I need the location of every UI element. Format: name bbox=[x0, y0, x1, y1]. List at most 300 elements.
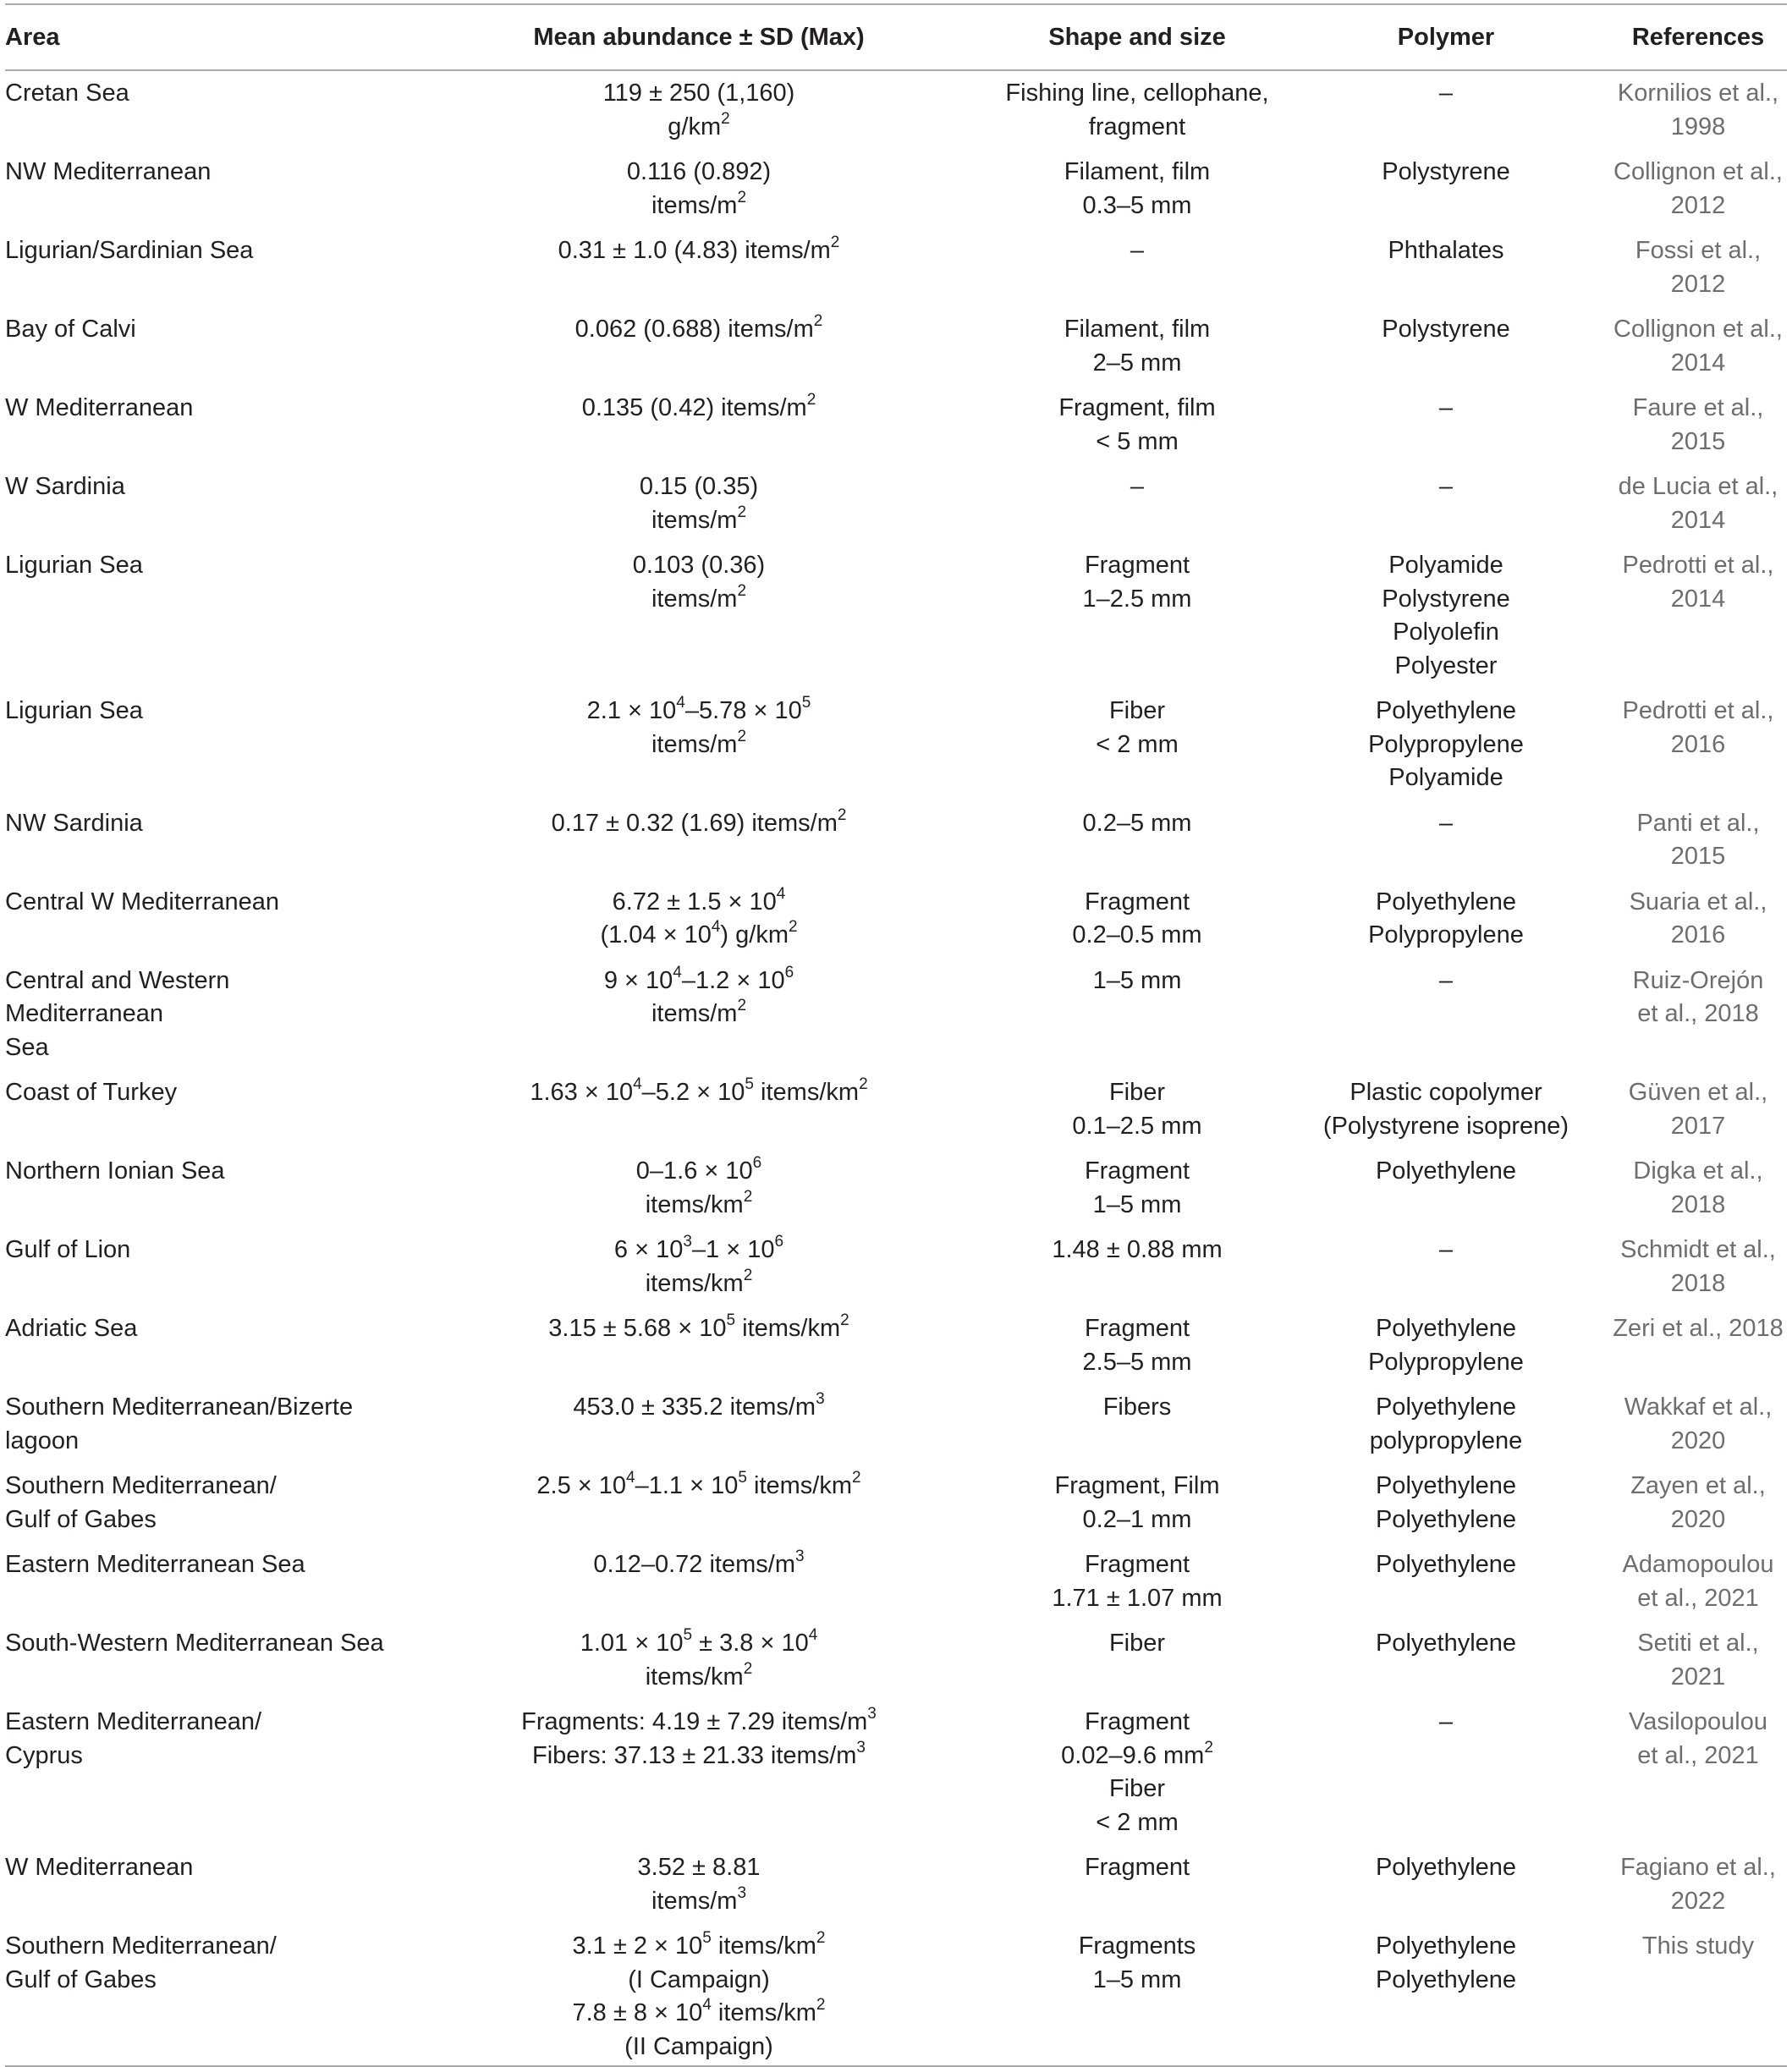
cell-reference bbox=[1609, 1700, 1787, 1845]
cell-polymer bbox=[1283, 307, 1609, 386]
cell-polymer-line: Polyethylene bbox=[1375, 1551, 1517, 1578]
cell-area-line: NW Mediterranean bbox=[5, 158, 212, 185]
cell-polymer-line: polypropylene bbox=[1369, 1427, 1523, 1454]
cell-mean-abundance bbox=[406, 70, 992, 150]
cell-reference-line: Suaria et al., bbox=[1629, 888, 1767, 915]
cell-shape-size bbox=[992, 959, 1283, 1071]
cell-area-line: W Mediterranean bbox=[5, 394, 194, 421]
cell-area bbox=[5, 1924, 406, 2066]
header-row bbox=[5, 4, 1787, 70]
cell-shape-size-line: Fiber bbox=[1108, 1079, 1166, 1106]
cell-mean-abundance-line: items/$m^2$ bbox=[651, 188, 747, 219]
table-row bbox=[5, 959, 1787, 1071]
cell-area bbox=[5, 1070, 406, 1149]
cell-polymer-line: Polyethylene bbox=[1375, 1965, 1517, 1993]
table-row bbox=[5, 1924, 1787, 2066]
cell-shape-size-line: 1–2.5 mm bbox=[1082, 585, 1192, 613]
cell-mean-abundance-line: 0.17 ± 0.32 (1.69) items/$m^2$ bbox=[551, 805, 847, 837]
cell-area-line: Ligurian/Sardinian Sea bbox=[5, 237, 254, 264]
cell-area bbox=[5, 1306, 406, 1385]
cell-mean-abundance-line: 453.0 ± 335.2 items/$m^3$ bbox=[573, 1390, 825, 1421]
cell-polymer-line: Polystyrene bbox=[1382, 158, 1510, 185]
cell-reference bbox=[1609, 543, 1787, 689]
cell-shape-size bbox=[992, 1700, 1283, 1845]
cell-reference-line: 2014 bbox=[1670, 585, 1726, 613]
table-row bbox=[5, 801, 1787, 880]
header-polymer: Polymer bbox=[1283, 4, 1609, 70]
cell-mean-abundance-line: Fragments: 4.19 ± 7.29 items/$m^3$ bbox=[521, 1705, 877, 1735]
cell-reference-line: 2018 bbox=[1670, 1190, 1726, 1218]
cell-mean-abundance bbox=[406, 228, 992, 307]
cell-shape-size-line: 1.48 ± 0.88 mm bbox=[1052, 1236, 1223, 1263]
cell-mean-abundance bbox=[406, 150, 992, 228]
cell-reference-line: Panti et al., bbox=[1636, 809, 1760, 837]
cell-shape-size bbox=[992, 1845, 1283, 1924]
cell-area-line: South-Western Mediterranean Sea bbox=[5, 1630, 384, 1657]
cell-reference bbox=[1609, 228, 1787, 307]
cell-area-line: Cyprus bbox=[5, 1741, 83, 1769]
cell-shape-size bbox=[992, 150, 1283, 228]
cell-shape-size-line: < 2 mm bbox=[1096, 1808, 1179, 1836]
cell-mean-abundance bbox=[406, 543, 992, 689]
cell-reference-line: 2012 bbox=[1670, 270, 1726, 298]
cell-polymer-line: Polypropylene bbox=[1368, 730, 1524, 758]
cell-area bbox=[5, 1845, 406, 1924]
cell-reference-line: 2021 bbox=[1670, 1663, 1726, 1690]
cell-shape-size-line: 0.02–9.6 $mm^2$ bbox=[1061, 1738, 1213, 1769]
cell-mean-abundance bbox=[406, 880, 992, 959]
cell-shape-size-line: Fragment bbox=[1084, 552, 1190, 579]
cell-mean-abundance-line: items/$km^2$ bbox=[645, 1266, 753, 1297]
cell-area-line: Ligurian Sea bbox=[5, 697, 143, 724]
cell-polymer bbox=[1283, 1621, 1609, 1700]
table-row bbox=[5, 1385, 1787, 1464]
cell-polymer-line: Polyethylene bbox=[1375, 888, 1517, 915]
cell-shape-size bbox=[992, 543, 1283, 689]
cell-reference-line: Schmidt et al., bbox=[1620, 1236, 1776, 1263]
table-row bbox=[5, 1070, 1787, 1149]
cell-shape-size bbox=[992, 465, 1283, 543]
cell-shape-size-line: Fragment, film bbox=[1058, 394, 1216, 421]
cell-polymer bbox=[1283, 386, 1609, 465]
cell-shape-size-line: 1–5 mm bbox=[1092, 966, 1182, 994]
cell-reference-line: Kornilios et al., bbox=[1617, 80, 1779, 107]
cell-area bbox=[5, 228, 406, 307]
cell-shape-size-line: Fragment bbox=[1084, 1157, 1190, 1185]
table-row bbox=[5, 150, 1787, 228]
cell-polymer bbox=[1283, 1542, 1609, 1621]
cell-polymer bbox=[1283, 543, 1609, 689]
cell-shape-size-line: 2.5–5 mm bbox=[1082, 1348, 1192, 1376]
cell-mean-abundance-line: $2.5 \times 10^4-1.1 \times 10^5$ items/$km^2$ bbox=[536, 1469, 861, 1499]
cell-mean-abundance bbox=[406, 1464, 992, 1542]
cell-polymer-line: Polyethylene bbox=[1375, 1394, 1517, 1421]
cell-shape-size-line: Fishing line, cellophane, bbox=[1005, 80, 1269, 107]
cell-mean-abundance bbox=[406, 465, 992, 543]
cell-shape-size-line: Fragment bbox=[1084, 1854, 1190, 1881]
cell-mean-abundance-line: $1.63 \times 10^4-5.2 \times 10^5$ items/$km^2$ bbox=[530, 1075, 868, 1106]
microplastics-comparison-table bbox=[5, 3, 1787, 2067]
cell-area bbox=[5, 801, 406, 880]
cell-area-line: Central and Western Mediterranean bbox=[5, 966, 230, 1027]
cell-area bbox=[5, 386, 406, 465]
cell-reference bbox=[1609, 1845, 1787, 1924]
header-references: References bbox=[1609, 4, 1787, 70]
cell-shape-size-line: 1.71 ± 1.07 mm bbox=[1052, 1584, 1223, 1612]
cell-polymer bbox=[1283, 1924, 1609, 2066]
cell-reference-line: 1998 bbox=[1670, 113, 1726, 140]
cell-polymer bbox=[1283, 150, 1609, 228]
cell-mean-abundance-line: $1.01 \times 10^5 \pm 3.8 \times 10^4$ bbox=[580, 1626, 818, 1657]
cell-area-line: NW Sardinia bbox=[5, 809, 143, 837]
cell-mean-abundance bbox=[406, 386, 992, 465]
cell-polymer-line: Polyethylene bbox=[1375, 1505, 1517, 1533]
cell-mean-abundance-line: 0.062 (0.688) items/$m^2$ bbox=[574, 312, 823, 343]
cell-polymer bbox=[1283, 1306, 1609, 1385]
cell-reference bbox=[1609, 689, 1787, 801]
cell-reference-line: 2014 bbox=[1670, 506, 1726, 534]
cell-shape-size-line: Filament, film bbox=[1064, 316, 1211, 343]
cell-reference-line: Vasilopoulou bbox=[1629, 1708, 1767, 1735]
cell-mean-abundance bbox=[406, 1306, 992, 1385]
cell-reference bbox=[1609, 1228, 1787, 1306]
cell-polymer bbox=[1283, 1149, 1609, 1228]
cell-polymer bbox=[1283, 1070, 1609, 1149]
cell-polymer-line: Polypropylene bbox=[1368, 921, 1524, 948]
cell-reference bbox=[1609, 959, 1787, 1071]
cell-reference-line: Digka et al., bbox=[1633, 1157, 1763, 1185]
table-row bbox=[5, 689, 1787, 801]
cell-reference-line: et al., 2021 bbox=[1637, 1741, 1759, 1769]
cell-shape-size bbox=[992, 1464, 1283, 1542]
cell-polymer-line: Polyester bbox=[1394, 651, 1498, 679]
cell-polymer bbox=[1283, 1464, 1609, 1542]
header-mean-abundance: Mean abundance ± SD (Max) bbox=[406, 4, 992, 70]
cell-area bbox=[5, 307, 406, 386]
cell-reference-line: Setiti et al., bbox=[1637, 1630, 1759, 1657]
cell-area bbox=[5, 150, 406, 228]
cell-mean-abundance-line: 0.103 (0.36) bbox=[632, 552, 766, 579]
cell-shape-size-line: 1–5 mm bbox=[1092, 1965, 1182, 1993]
cell-shape-size bbox=[992, 880, 1283, 959]
cell-mean-abundance-line: $2.1 \times 10^4-5.78 \times 10^5$ bbox=[586, 694, 811, 724]
cell-mean-abundance-line: (II Campaign) bbox=[624, 2032, 773, 2060]
cell-shape-size bbox=[992, 1228, 1283, 1306]
cell-mean-abundance-line: (I Campaign) bbox=[628, 1965, 770, 1993]
cell-area-line: W Sardinia bbox=[5, 473, 125, 500]
cell-reference bbox=[1609, 1385, 1787, 1464]
cell-shape-size-line: Fragment bbox=[1084, 1551, 1190, 1578]
cell-area bbox=[5, 1228, 406, 1306]
cell-mean-abundance bbox=[406, 1700, 992, 1845]
cell-reference-line: Collignon et al., bbox=[1613, 316, 1783, 343]
cell-area-line: Northern Ionian Sea bbox=[5, 1157, 225, 1185]
cell-reference-line: 2012 bbox=[1670, 191, 1726, 219]
cell-polymer-line: Polyethylene bbox=[1375, 697, 1517, 724]
cell-shape-size-line: Fragment bbox=[1084, 888, 1190, 915]
table-row bbox=[5, 465, 1787, 543]
cell-area-line: Sea bbox=[5, 1033, 49, 1061]
cell-mean-abundance bbox=[406, 1149, 992, 1228]
cell-mean-abundance-line: items/$km^2$ bbox=[645, 1659, 753, 1690]
cell-polymer-line: Polystyrene bbox=[1382, 316, 1510, 343]
cell-shape-size bbox=[992, 801, 1283, 880]
cell-shape-size-line: Filament, film bbox=[1064, 158, 1211, 185]
cell-shape-size-line: < 2 mm bbox=[1096, 730, 1179, 758]
cell-reference-line: 2015 bbox=[1670, 427, 1726, 455]
cell-area-line: Gulf of Lion bbox=[5, 1236, 131, 1263]
cell-mean-abundance bbox=[406, 1924, 992, 2066]
table-row bbox=[5, 1621, 1787, 1700]
table-row bbox=[5, 880, 1787, 959]
cell-shape-size-line: 0.2–5 mm bbox=[1082, 809, 1192, 837]
cell-area-line: Eastern Mediterranean/ bbox=[5, 1708, 262, 1735]
cell-mean-abundance-line: 0.135 (0.42) items/$m^2$ bbox=[581, 391, 816, 421]
cell-reference-line: This study bbox=[1641, 1932, 1755, 1960]
cell-reference-line: Faure et al., bbox=[1632, 394, 1764, 421]
cell-mean-abundance-line: items/$m^2$ bbox=[651, 581, 747, 613]
header-area: Area bbox=[5, 4, 406, 70]
cell-polymer-line: Polypropylene bbox=[1368, 1348, 1524, 1376]
cell-area bbox=[5, 689, 406, 801]
cell-area bbox=[5, 1464, 406, 1542]
table-row bbox=[5, 1845, 1787, 1924]
cell-mean-abundance-line: 0.15 (0.35) bbox=[639, 473, 759, 500]
cell-mean-abundance bbox=[406, 1845, 992, 1924]
cell-mean-abundance bbox=[406, 1070, 992, 1149]
cell-mean-abundance-line: $3.1 \pm 2 \times 10^5$ items/$km^2$ bbox=[572, 1929, 826, 1960]
cell-shape-size-line: – bbox=[1130, 237, 1145, 264]
table-row bbox=[5, 1149, 1787, 1228]
cell-reference-line: et al., 2018 bbox=[1637, 1000, 1759, 1027]
cell-shape-size-line: Fibers bbox=[1102, 1394, 1172, 1421]
cell-mean-abundance-line: $(1.04 \times 10^4)$ $g/km^2$ bbox=[600, 918, 798, 948]
cell-polymer-line: – bbox=[1438, 1708, 1454, 1735]
cell-reference-line: de Lucia et al., bbox=[1618, 473, 1778, 500]
cell-reference-line: 2017 bbox=[1670, 1112, 1726, 1140]
table-row bbox=[5, 307, 1787, 386]
cell-mean-abundance-line: items/$km^2$ bbox=[645, 1187, 753, 1218]
cell-polymer-line: Polyethylene bbox=[1375, 1932, 1517, 1960]
cell-reference bbox=[1609, 70, 1787, 150]
cell-polymer-line: – bbox=[1438, 809, 1454, 837]
cell-mean-abundance bbox=[406, 1228, 992, 1306]
cell-area-line: Adriatic Sea bbox=[5, 1315, 138, 1342]
cell-mean-abundance-line: items/$m^2$ bbox=[651, 503, 747, 534]
table-row bbox=[5, 1306, 1787, 1385]
cell-reference-line: Collignon et al., bbox=[1613, 158, 1783, 185]
cell-mean-abundance bbox=[406, 1385, 992, 1464]
cell-mean-abundance bbox=[406, 801, 992, 880]
cell-area-line: lagoon bbox=[5, 1427, 80, 1454]
cell-reference-line: Ruiz-Orejón bbox=[1632, 966, 1764, 994]
cell-mean-abundance-line: Fibers: 37.13 ± 21.33 items/$m^3$ bbox=[532, 1738, 866, 1769]
cell-reference-line: 2018 bbox=[1670, 1269, 1726, 1297]
cell-area-line: Bay of Calvi bbox=[5, 316, 136, 343]
cell-mean-abundance-line: items/$m^3$ bbox=[651, 1883, 747, 1915]
cell-area-line: Gulf of Gabes bbox=[5, 1965, 157, 1993]
cell-polymer bbox=[1283, 1845, 1609, 1924]
cell-shape-size-line: Fragment bbox=[1084, 1708, 1190, 1735]
header-shape-size: Shape and size bbox=[992, 4, 1283, 70]
cell-area bbox=[5, 1621, 406, 1700]
cell-reference-line: Wakkaf et al., bbox=[1624, 1394, 1773, 1421]
cell-polymer bbox=[1283, 228, 1609, 307]
cell-reference bbox=[1609, 307, 1787, 386]
cell-polymer-line: Polyolefin bbox=[1393, 618, 1499, 646]
cell-reference-line: 2015 bbox=[1670, 843, 1726, 870]
table-row bbox=[5, 228, 1787, 307]
cell-polymer bbox=[1283, 1700, 1609, 1845]
cell-reference-line: Fagiano et al., bbox=[1620, 1854, 1776, 1881]
cell-shape-size-line: – bbox=[1130, 473, 1145, 500]
cell-area-line: Southern Mediterranean/ bbox=[5, 1472, 277, 1499]
cell-mean-abundance-line: $3.15 \pm 5.68 \times 10^5$ items/$km^2$ bbox=[548, 1311, 849, 1342]
cell-mean-abundance-line: items/$m^2$ bbox=[651, 997, 747, 1027]
cell-area-line: Coast of Turkey bbox=[5, 1079, 178, 1106]
cell-polymer-line: Polystyrene bbox=[1382, 585, 1510, 613]
cell-reference-line: Fossi et al., bbox=[1635, 237, 1762, 264]
cell-shape-size bbox=[992, 70, 1283, 150]
cell-shape-size bbox=[992, 228, 1283, 307]
cell-mean-abundance-line: 0.31 ± 1.0 (4.83) items/$m^2$ bbox=[558, 234, 840, 264]
cell-area bbox=[5, 880, 406, 959]
cell-area-line: Cretan Sea bbox=[5, 80, 129, 107]
cell-shape-size-line: 0.1–2.5 mm bbox=[1072, 1112, 1202, 1140]
cell-shape-size-line: Fragment bbox=[1084, 1315, 1190, 1342]
cell-polymer bbox=[1283, 801, 1609, 880]
cell-polymer bbox=[1283, 465, 1609, 543]
cell-polymer-line: – bbox=[1438, 473, 1454, 500]
cell-shape-size-line: Fragment, Film bbox=[1054, 1472, 1220, 1499]
cell-reference bbox=[1609, 801, 1787, 880]
cell-area bbox=[5, 1542, 406, 1621]
cell-mean-abundance bbox=[406, 1542, 992, 1621]
cell-reference bbox=[1609, 1149, 1787, 1228]
cell-polymer-line: – bbox=[1438, 966, 1454, 994]
cell-reference-line: 2020 bbox=[1670, 1505, 1726, 1533]
cell-polymer-line: – bbox=[1438, 394, 1454, 421]
cell-shape-size bbox=[992, 1621, 1283, 1700]
cell-reference bbox=[1609, 150, 1787, 228]
table-header bbox=[5, 4, 1787, 70]
cell-shape-size-line: 2–5 mm bbox=[1092, 349, 1182, 377]
cell-mean-abundance-line: 0.12–0.72 items/$m^3$ bbox=[593, 1548, 805, 1578]
cell-mean-abundance-line: $g/km^2$ bbox=[668, 109, 730, 140]
cell-shape-size bbox=[992, 1306, 1283, 1385]
cell-polymer bbox=[1283, 70, 1609, 150]
cell-reference bbox=[1609, 1542, 1787, 1621]
cell-polymer bbox=[1283, 1228, 1609, 1306]
cell-polymer bbox=[1283, 880, 1609, 959]
cell-polymer-line: Phthalates bbox=[1388, 237, 1504, 264]
cell-area bbox=[5, 465, 406, 543]
cell-shape-size bbox=[992, 386, 1283, 465]
cell-reference-line: 2016 bbox=[1670, 730, 1726, 758]
cell-mean-abundance-line: $9 \times 10^4-1.2 \times 10^6$ bbox=[603, 963, 794, 994]
table-row bbox=[5, 543, 1787, 689]
cell-mean-abundance-line: items/$m^2$ bbox=[651, 727, 747, 758]
cell-shape-size bbox=[992, 689, 1283, 801]
cell-polymer-line: Polyethylene bbox=[1375, 1854, 1517, 1881]
cell-reference-line: Güven et al., bbox=[1628, 1079, 1768, 1106]
cell-polymer-line: – bbox=[1438, 80, 1454, 107]
cell-shape-size bbox=[992, 1070, 1283, 1149]
cell-mean-abundance bbox=[406, 307, 992, 386]
cell-shape-size bbox=[992, 307, 1283, 386]
table-row bbox=[5, 70, 1787, 150]
cell-shape-size-line: Fragments bbox=[1078, 1932, 1196, 1960]
cell-polymer bbox=[1283, 1385, 1609, 1464]
cell-shape-size bbox=[992, 1924, 1283, 2066]
table-row bbox=[5, 386, 1787, 465]
cell-mean-abundance-line: $0-1.6 \times 10^6$ bbox=[635, 1154, 762, 1185]
cell-polymer-line: Polyamide bbox=[1388, 764, 1503, 791]
cell-area bbox=[5, 1149, 406, 1228]
cell-polymer-line: Polyethylene bbox=[1375, 1472, 1517, 1499]
cell-shape-size bbox=[992, 1385, 1283, 1464]
cell-reference bbox=[1609, 880, 1787, 959]
cell-reference bbox=[1609, 386, 1787, 465]
cell-reference-line: 2022 bbox=[1670, 1887, 1726, 1915]
table-row bbox=[5, 1228, 1787, 1306]
cell-reference-line: 2016 bbox=[1670, 921, 1726, 948]
cell-area-line: W Mediterranean bbox=[5, 1854, 194, 1881]
cell-reference bbox=[1609, 1464, 1787, 1542]
cell-shape-size-line: Fiber bbox=[1108, 697, 1166, 724]
cell-polymer-line: Plastic copolymer bbox=[1349, 1079, 1542, 1106]
cell-reference-line: Pedrotti et al., bbox=[1622, 552, 1774, 579]
cell-area-line: Eastern Mediterranean Sea bbox=[5, 1551, 305, 1578]
cell-area-line: Southern Mediterranean/ bbox=[5, 1932, 277, 1960]
cell-shape-size-line: 0.3–5 mm bbox=[1082, 191, 1192, 219]
cell-area bbox=[5, 70, 406, 150]
cell-reference bbox=[1609, 1621, 1787, 1700]
cell-reference-line: 2014 bbox=[1670, 349, 1726, 377]
cell-reference bbox=[1609, 465, 1787, 543]
table-row bbox=[5, 1464, 1787, 1542]
cell-area-line: Southern Mediterranean/Bizerte bbox=[5, 1394, 354, 1421]
cell-polymer-line: – bbox=[1438, 1236, 1454, 1263]
cell-mean-abundance-line: $6.72 \pm 1.5 \times 10^4$ bbox=[612, 884, 786, 915]
cell-reference-line: Zayen et al., bbox=[1630, 1472, 1766, 1499]
cell-reference bbox=[1609, 1070, 1787, 1149]
cell-mean-abundance bbox=[406, 689, 992, 801]
cell-shape-size-line: Fiber bbox=[1108, 1630, 1166, 1657]
cell-polymer bbox=[1283, 689, 1609, 801]
cell-shape-size bbox=[992, 1149, 1283, 1228]
cell-polymer-line: Polyethylene bbox=[1375, 1630, 1517, 1657]
cell-mean-abundance-line: 0.116 (0.892) bbox=[626, 158, 772, 185]
cell-polymer-line: Polyethylene bbox=[1375, 1157, 1517, 1185]
cell-area bbox=[5, 1700, 406, 1845]
cell-shape-size-line: Fiber bbox=[1108, 1775, 1166, 1802]
cell-polymer-line: Polyethylene bbox=[1375, 1315, 1517, 1342]
table-body bbox=[5, 70, 1787, 2066]
cell-area bbox=[5, 959, 406, 1071]
cell-polymer-line: (Polystyrene isoprene) bbox=[1322, 1112, 1569, 1140]
cell-reference-line: et al., 2021 bbox=[1637, 1584, 1759, 1612]
cell-area-line: Gulf of Gabes bbox=[5, 1505, 157, 1533]
cell-area-line: Central W Mediterranean bbox=[5, 888, 279, 915]
cell-reference bbox=[1609, 1924, 1787, 2066]
cell-area bbox=[5, 543, 406, 689]
cell-mean-abundance-line: $7.8 \pm 8 \times 10^4$ items/$km^2$ bbox=[572, 1996, 826, 2026]
cell-mean-abundance bbox=[406, 959, 992, 1071]
cell-shape-size-line: 0.2–0.5 mm bbox=[1072, 921, 1202, 948]
cell-reference-line: 2020 bbox=[1670, 1427, 1726, 1454]
table-row bbox=[5, 1700, 1787, 1845]
